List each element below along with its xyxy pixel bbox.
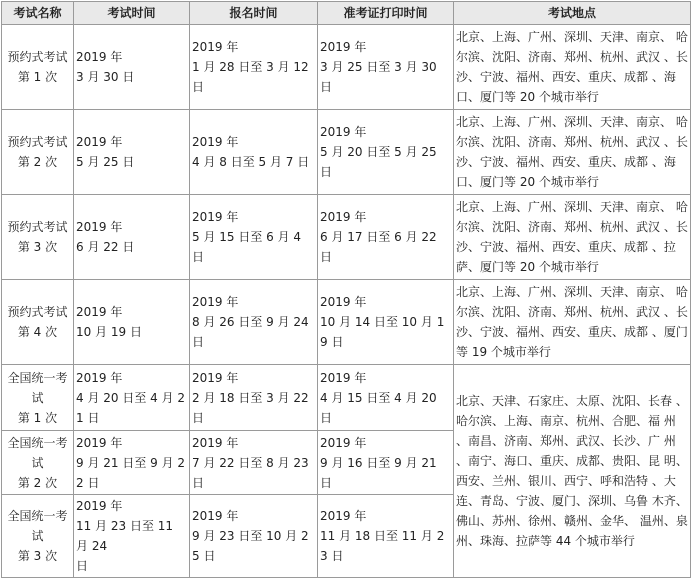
table-row (2, 110, 691, 195)
print-time-cell: 2019 年 9 月 16 日至 9 月 21 日 (318, 431, 454, 495)
print-time-cell: 2019 年 3 月 25 日至 3 月 30 日 (318, 25, 454, 110)
table-row (2, 365, 691, 431)
exam-time-cell: 2019 年 6 月 22 日 (74, 195, 190, 280)
header-registration-time: 报名时间 (190, 2, 318, 25)
print-time-cell: 2019 年 11 月 18 日至 11 月 23 日 (318, 495, 454, 578)
table-header-row (2, 2, 691, 25)
exam-time-cell: 2019 年 4 月 20 日至 4 月 21 日 (74, 365, 190, 431)
registration-time-cell: 2019 年 4 月 8 日至 5 月 7 日 (190, 110, 318, 195)
print-time-cell: 2019 年 10 月 14 日至 10 月 19 日 (318, 280, 454, 365)
exam-time-cell: 2019 年 11 月 23 日至 11 月 24 日 (74, 495, 190, 578)
exam-name-cell: 预约式考试 第 1 次 (2, 25, 74, 110)
exam-name-cell: 预约式考试 第 3 次 (2, 195, 74, 280)
registration-time-cell: 2019 年 5 月 15 日至 6 月 4 日 (190, 195, 318, 280)
registration-time-cell: 2019 年 9 月 23 日至 10 月 25 日 (190, 495, 318, 578)
exam-name-cell: 全国统一考 试 第 1 次 (2, 365, 74, 431)
header-admission-print-time: 准考证打印时间 (318, 2, 454, 25)
table-row (2, 195, 691, 280)
print-time-cell: 2019 年 6 月 17 日至 6 月 22 日 (318, 195, 454, 280)
exam-name-cell: 预约式考试 第 4 次 (2, 280, 74, 365)
registration-time-cell: 2019 年 1 月 28 日至 3 月 12 日 (190, 25, 318, 110)
exam-name-cell: 全国统一考 试 第 2 次 (2, 431, 74, 495)
exam-name-cell: 预约式考试 第 2 次 (2, 110, 74, 195)
exam-time-cell: 2019 年 5 月 25 日 (74, 110, 190, 195)
location-cell: 北京、上海、广州、深圳、天津、南京、 哈尔滨、沈阳、济南、郑州、杭州、武汉 、长沙、宁波、福州、西安、重庆、成都 、海口、厦门等 20 个城市举行 (454, 25, 691, 110)
exam-schedule-table (1, 1, 691, 578)
table-row (2, 280, 691, 365)
header-exam-time: 考试时间 (74, 2, 190, 25)
exam-time-cell: 2019 年 9 月 21 日至 9 月 22 日 (74, 431, 190, 495)
location-cell: 北京、上海、广州、深圳、天津、南京、 哈尔滨、沈阳、济南、郑州、杭州、武汉 、长沙、宁波、福州、西安、重庆、成都 、拉萨、厦门等 20 个城市举行 (454, 195, 691, 280)
table-row (2, 25, 691, 110)
exam-time-cell: 2019 年 10 月 19 日 (74, 280, 190, 365)
registration-time-cell: 2019 年 2 月 18 日至 3 月 22 日 (190, 365, 318, 431)
header-exam-location: 考试地点 (454, 2, 691, 25)
header-exam-name: 考试名称 (2, 2, 74, 25)
location-cell: 北京、天津、石家庄、太原、沈阳、长春 、哈尔滨、上海、南京、杭州、合肥、福 州 、南昌、济南、郑州、武汉、长沙、广 州 、南宁、海口、重庆、成都、贵阳、昆 明、西安、兰州、银川、西宁、呼和浩特 、大连、青岛、宁波、厦门、深圳、乌鲁 木齐、佛山、苏州、徐州、赣州、金华、 温州、泉州、珠海、拉萨等 44 个城市举行 (454, 365, 691, 578)
location-cell: 北京、上海、广州、深圳、天津、南京、 哈尔滨、沈阳、济南、郑州、杭州、武汉 、长沙、宁波、福州、西安、重庆、成都 、厦门等 19 个城市举行 (454, 280, 691, 365)
exam-time-cell: 2019 年 3 月 30 日 (74, 25, 190, 110)
registration-time-cell: 2019 年 8 月 26 日至 9 月 24 日 (190, 280, 318, 365)
exam-name-cell: 全国统一考 试 第 3 次 (2, 495, 74, 578)
location-cell: 北京、上海、广州、深圳、天津、南京、 哈尔滨、沈阳、济南、郑州、杭州、武汉 、长沙、宁波、福州、西安、重庆、成都 、海口、厦门等 20 个城市举行 (454, 110, 691, 195)
registration-time-cell: 2019 年 7 月 22 日至 8 月 23 日 (190, 431, 318, 495)
print-time-cell: 2019 年 4 月 15 日至 4 月 20 日 (318, 365, 454, 431)
print-time-cell: 2019 年 5 月 20 日至 5 月 25 日 (318, 110, 454, 195)
